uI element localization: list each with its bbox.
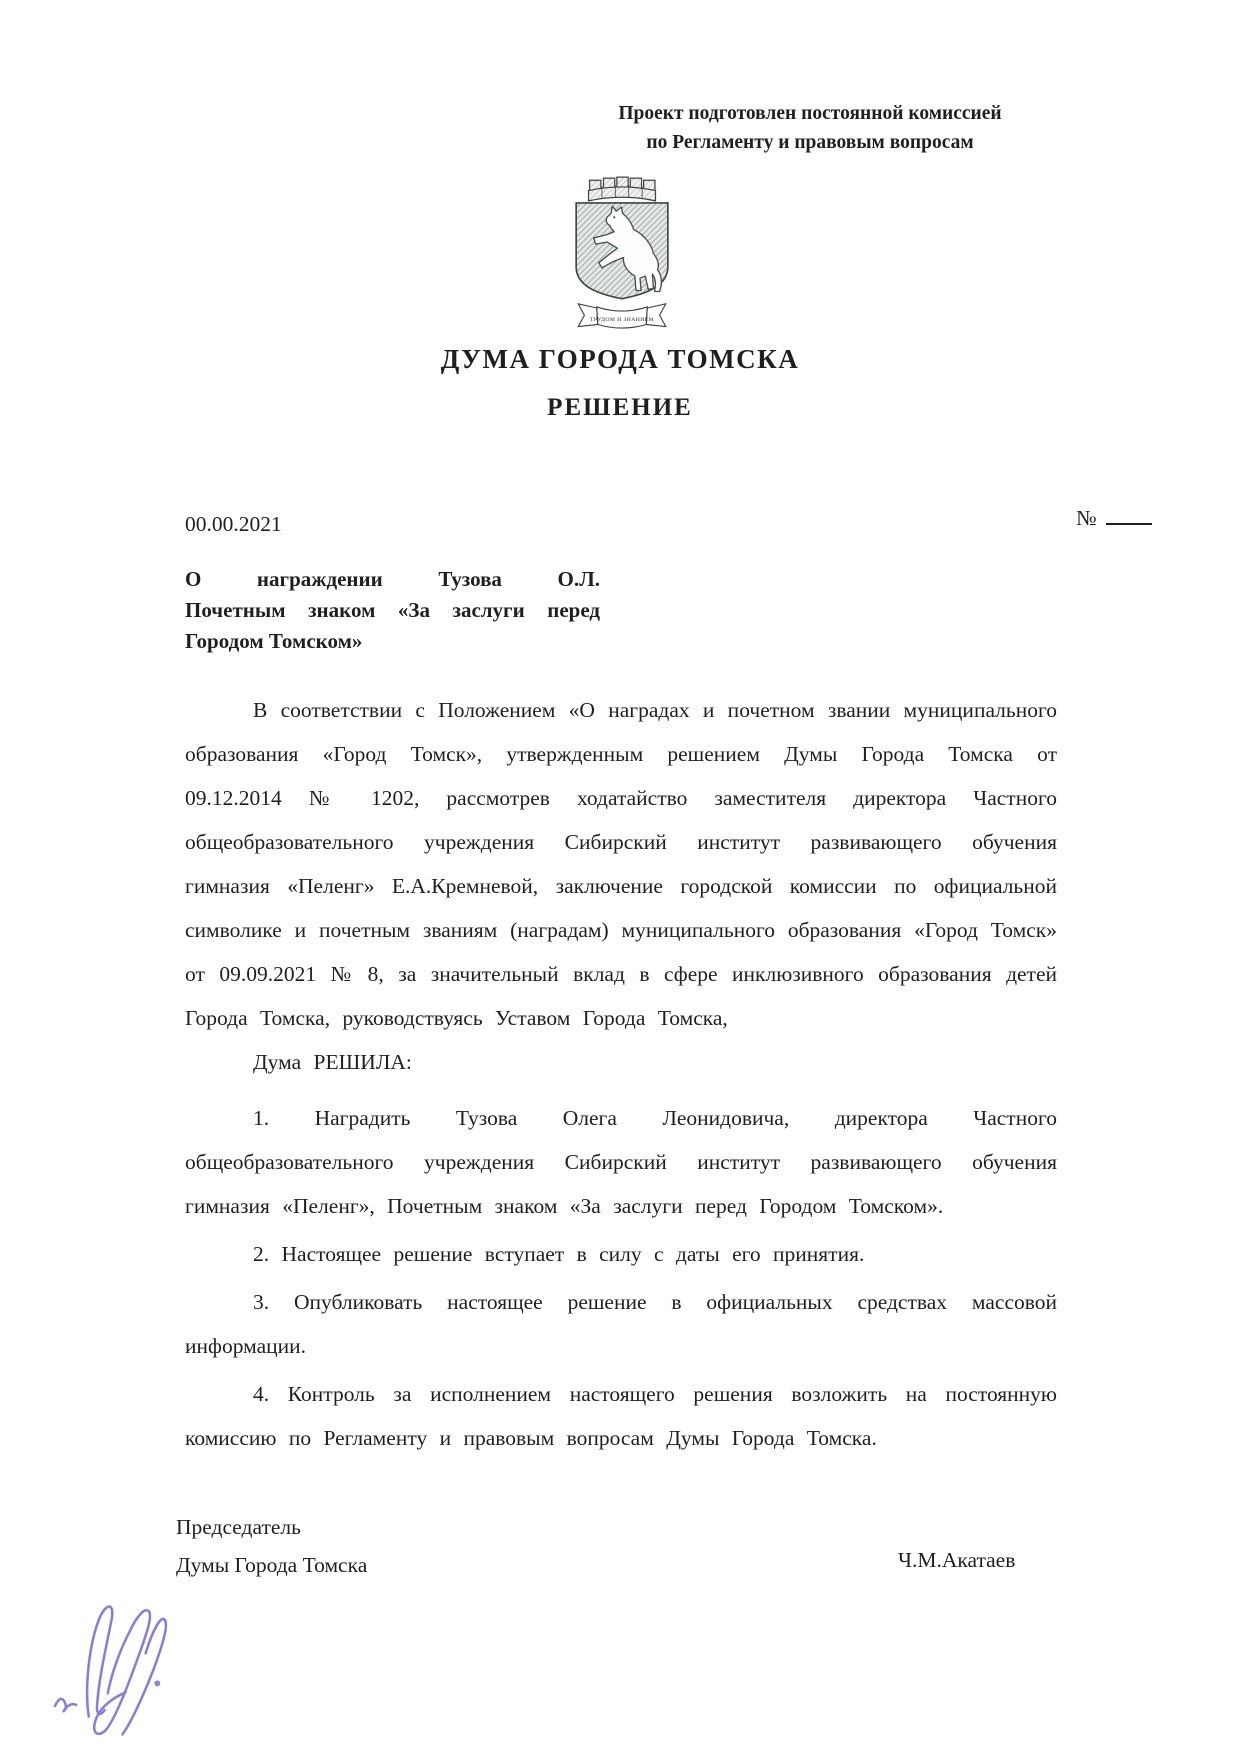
subject-line-2: Почетным знаком «За заслуги перед [185,598,600,622]
signer-name: Ч.М.Акатаев [898,1548,1016,1572]
document-number [1076,505,1152,531]
resolution-item-2: 2. Настоящее решение вступает в силу с даты его принятия. [253,1242,865,1266]
document-date: 00.00.2021 [185,512,282,536]
subject-line-3: Городом Томском» [185,629,363,653]
document-subject [185,564,600,657]
resolution-heading: Дума РЕШИЛА: [253,1050,412,1074]
motto-text: ТРУДОМ И ЗНАНИЕМ [589,316,655,323]
signer-title-line2: Думы Города Томска [176,1553,368,1577]
signer-title-line1: Председатель [176,1515,301,1539]
commission-note-line1: Проект подготовлен постоянной комиссией [618,103,1002,124]
document-type-title: РЕШЕНИЕ [547,394,693,421]
organization-name: ДУМА ГОРОДА ТОМСКА [440,344,800,374]
document-body [185,688,1057,1460]
commission-note [555,99,1065,157]
resolution-item-1: 1. Наградить Тузова Олега Леонидовича, директора Частного общеобразовательного учреждения Сибирский институт развивающего обучения гимназия «Пеленг», Почетным знаком «За заслуги перед Городом Томском». [185,1106,1057,1218]
preamble-paragraph: В соответствии с Положением «О наградах и почетном звании муниципального образования «Город Томск», утвержденным решением Думы Города Томска от 09.12.2014 № 1202, рассмотрев ходатайство заместителя директора Частного общеобразовательного учреждения Сибирский институт развивающего обучения гимназия «Пеленг» Е.А.Кремневой, заключение городской комиссии по официальной символике и почетным званиям (наградам) муниципального образования «Город Томск» от 09.09.2021 № 8, за значительный вклад в сфере инклюзивного образования детей Города Томска, руководствуясь Уставом Города Томска, [185,698,1057,1030]
tomsk-coat-of-arms-icon [547,172,697,342]
commission-note-line2: по Регламенту и правовым вопросам [646,132,974,153]
resolution-item-4: 4. Контроль за исполнением настоящего решения возложить на постоянную комиссию по Регламенту и правовым вопросам Думы Города Томска. [185,1382,1057,1450]
handwritten-signature [48,1588,218,1746]
resolution-item-3: 3. Опубликовать настоящее решение в официальных средствах массовой информации. [185,1290,1057,1358]
subject-line-1: О награждении Тузова О.Л. [185,567,600,591]
signer-title [176,1508,367,1584]
mural-crown [589,177,656,201]
number-blank-line [1106,505,1152,525]
document-number-label: № [1076,506,1097,530]
